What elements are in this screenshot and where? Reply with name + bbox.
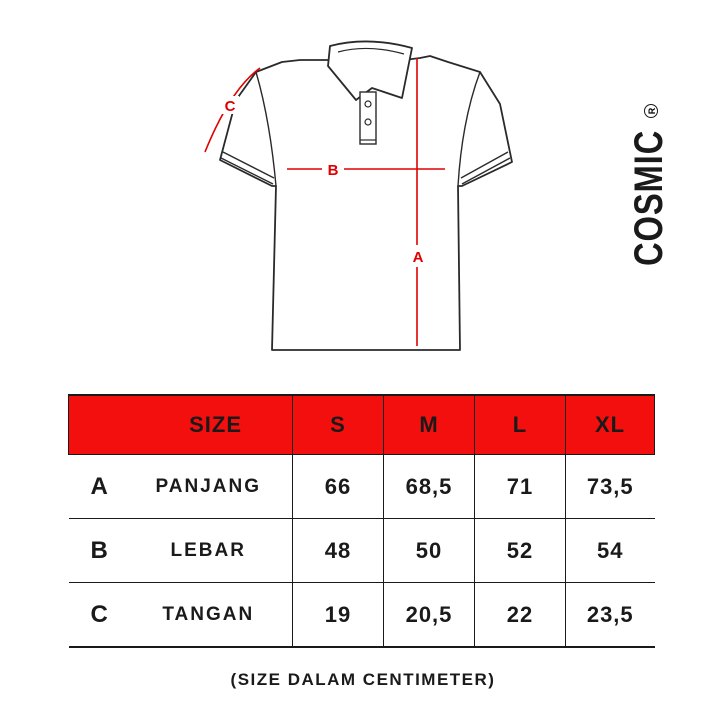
- table-header-row: [69, 395, 655, 455]
- table-cell: 71: [475, 455, 566, 519]
- table-row: [69, 519, 655, 583]
- table-cell: 50: [384, 519, 475, 583]
- button-2: [365, 119, 371, 125]
- table-cell: 73,5: [566, 455, 655, 519]
- row-measure: TANGAN: [162, 603, 255, 625]
- row-measure: PANJANG: [155, 475, 261, 497]
- table-cell: 22: [475, 583, 566, 648]
- table-cell: 54: [566, 519, 655, 583]
- row-label-cell: [69, 583, 293, 648]
- table-row: [69, 583, 655, 648]
- brand-logo: [626, 107, 676, 270]
- header-size-xl: XL: [566, 395, 655, 455]
- table-cell: 68,5: [384, 455, 475, 519]
- table-cell: 66: [293, 455, 384, 519]
- button-1: [365, 101, 371, 107]
- header-size-label: SIZE: [69, 395, 293, 455]
- row-label-cell: [69, 455, 293, 519]
- placket: [360, 92, 376, 144]
- size-chart-table: [68, 394, 655, 648]
- row-measure: LEBAR: [170, 539, 246, 561]
- header-size-s: S: [293, 395, 384, 455]
- measure-label-a: A: [412, 249, 424, 266]
- registered-mark-icon: R: [644, 104, 658, 118]
- header-size-l: L: [475, 395, 566, 455]
- footnote: (SIZE DALAM CENTIMETER): [230, 670, 496, 689]
- table-cell: 23,5: [566, 583, 655, 648]
- row-letter: B: [90, 536, 109, 564]
- header-size-m: M: [384, 395, 475, 455]
- table-cell: 48: [293, 519, 384, 583]
- row-letter: C: [90, 600, 109, 628]
- table-cell: 19: [293, 583, 384, 648]
- table-row: [69, 455, 655, 519]
- row-letter: A: [90, 472, 109, 500]
- measure-label-b: B: [327, 162, 339, 179]
- table-cell: 20,5: [384, 583, 475, 648]
- measure-label-c: C: [224, 98, 236, 115]
- brand-name: COSMIC: [627, 129, 671, 266]
- row-label-cell: [69, 519, 293, 583]
- table-cell: 52: [475, 519, 566, 583]
